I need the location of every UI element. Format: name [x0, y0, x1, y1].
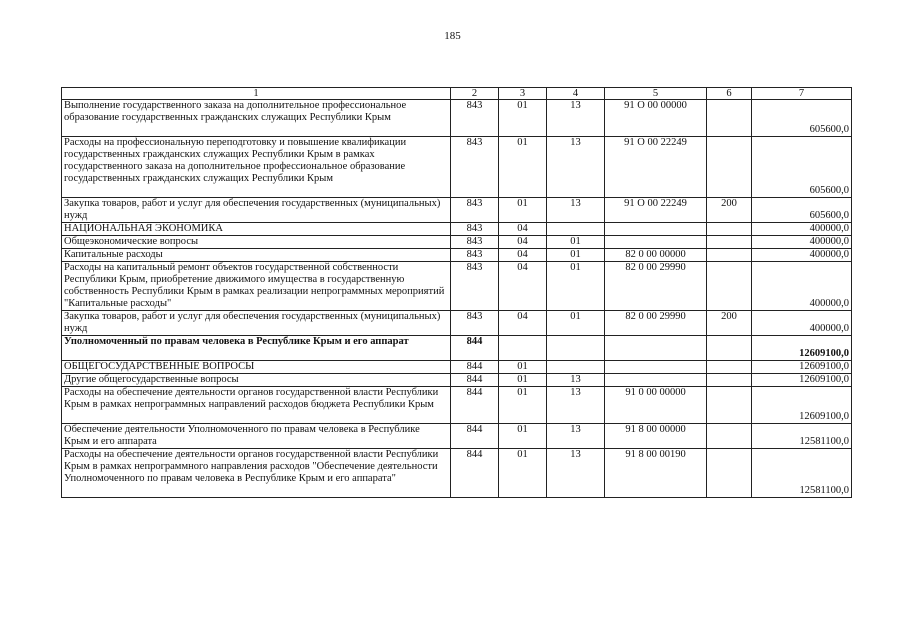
row-code: 843	[451, 236, 499, 249]
row-code: 843	[451, 249, 499, 262]
table-row	[62, 137, 852, 198]
row-target-article	[605, 223, 707, 236]
row-expense-type	[707, 223, 752, 236]
row-subsection: 01	[547, 236, 605, 249]
row-section: 04	[499, 236, 547, 249]
row-subsection: 13	[547, 387, 605, 424]
row-section: 01	[499, 100, 547, 137]
row-target-article: 82 0 00 29990	[605, 311, 707, 336]
row-target-article: 91 О 00 22249	[605, 198, 707, 223]
row-section: 01	[499, 137, 547, 198]
header-cell: 4	[547, 88, 605, 100]
row-expense-type: 200	[707, 311, 752, 336]
table-row	[62, 449, 852, 498]
row-amount: 605600,0	[752, 137, 852, 198]
row-target-article: 91 8 00 00190	[605, 449, 707, 498]
table-row	[62, 424, 852, 449]
row-expense-type	[707, 249, 752, 262]
row-subsection: 01	[547, 249, 605, 262]
row-subsection: 13	[547, 424, 605, 449]
row-target-article: 91 О 00 00000	[605, 100, 707, 137]
row-subsection: 13	[547, 100, 605, 137]
row-amount: 12609100,0	[752, 336, 852, 361]
row-name: Общеэкономические вопросы	[62, 236, 451, 249]
table-row	[62, 361, 852, 374]
row-name: Обеспечение деятельности Уполномоченного по правам человека в Республике Крым и его аппарата	[62, 424, 451, 449]
row-expense-type	[707, 236, 752, 249]
row-target-article: 82 0 00 29990	[605, 262, 707, 311]
row-section: 04	[499, 262, 547, 311]
row-expense-type	[707, 387, 752, 424]
table-row	[62, 387, 852, 424]
row-target-article: 82 0 00 00000	[605, 249, 707, 262]
row-name: ОБЩЕГОСУДАРСТВЕННЫЕ ВОПРОСЫ	[62, 361, 451, 374]
row-amount: 400000,0	[752, 311, 852, 336]
page-number: 185	[444, 30, 461, 42]
header-cell: 2	[451, 88, 499, 100]
row-code: 843	[451, 223, 499, 236]
row-name: Расходы на профессиональную переподготовку и повышение квалификации государственных гражданских служащих Республики Крым в рамках государственного заказа на дополнительное профессиональное образование государственных гражданских служащих Республики Крым	[62, 137, 451, 198]
row-target-article	[605, 336, 707, 361]
table-row	[62, 198, 852, 223]
row-code: 843	[451, 262, 499, 311]
row-amount: 12609100,0	[752, 387, 852, 424]
row-section: 01	[499, 424, 547, 449]
row-section	[499, 336, 547, 361]
row-section: 04	[499, 249, 547, 262]
row-expense-type	[707, 100, 752, 137]
row-code: 844	[451, 449, 499, 498]
row-subsection	[547, 223, 605, 236]
row-name: Выполнение государственного заказа на дополнительное профессиональное образование государственных гражданских служащих Республики Крым	[62, 100, 451, 137]
row-code: 844	[451, 424, 499, 449]
row-section: 01	[499, 387, 547, 424]
row-amount: 12581100,0	[752, 424, 852, 449]
table-row	[62, 100, 852, 137]
row-expense-type	[707, 374, 752, 387]
row-section: 01	[499, 449, 547, 498]
row-section: 01	[499, 361, 547, 374]
table-row	[62, 223, 852, 236]
header-cell: 1	[62, 88, 451, 100]
row-amount: 400000,0	[752, 236, 852, 249]
budget-table	[61, 87, 852, 498]
table-row	[62, 236, 852, 249]
row-section: 01	[499, 374, 547, 387]
header-cell: 3	[499, 88, 547, 100]
row-expense-type	[707, 336, 752, 361]
row-name: Закупка товаров, работ и услуг для обеспечения государственных (муниципальных) нужд	[62, 198, 451, 223]
header-cell: 7	[752, 88, 852, 100]
row-code: 843	[451, 137, 499, 198]
row-subsection: 13	[547, 198, 605, 223]
row-target-article	[605, 361, 707, 374]
row-name: Капитальные расходы	[62, 249, 451, 262]
header-cell: 5	[605, 88, 707, 100]
row-subsection: 13	[547, 449, 605, 498]
row-code: 844	[451, 336, 499, 361]
row-amount: 400000,0	[752, 262, 852, 311]
row-expense-type	[707, 449, 752, 498]
row-code: 844	[451, 374, 499, 387]
row-code: 843	[451, 100, 499, 137]
row-code: 843	[451, 311, 499, 336]
row-subsection: 13	[547, 374, 605, 387]
table-row	[62, 311, 852, 336]
header-row	[62, 88, 852, 100]
row-expense-type	[707, 137, 752, 198]
row-name: Расходы на обеспечение деятельности органов государственной власти Республики Крым в рамках непрограммного направления расходов "Обеспечение деятельности Уполномоченного по правам человека в Республике Крым и его аппарата"	[62, 449, 451, 498]
row-name: Расходы на капитальный ремонт объектов государственной собственности Республики Крым, приобретение движимого имущества в государственную собственность Республики Крым в рамках реализации непрограммных мероприятий "Капитальные расходы"	[62, 262, 451, 311]
row-expense-type	[707, 424, 752, 449]
row-target-article: 91 8 00 00000	[605, 424, 707, 449]
row-code: 844	[451, 387, 499, 424]
row-expense-type	[707, 262, 752, 311]
row-name: Закупка товаров, работ и услуг для обеспечения государственных (муниципальных) нужд	[62, 311, 451, 336]
row-amount: 12609100,0	[752, 361, 852, 374]
row-name: Расходы на обеспечение деятельности органов государственной власти Республики Крым в рамках непрограммных направлений расходов бюджета Республики Крым	[62, 387, 451, 424]
row-name: НАЦИОНАЛЬНАЯ ЭКОНОМИКА	[62, 223, 451, 236]
row-code: 844	[451, 361, 499, 374]
row-name: Уполномоченный по правам человека в Республике Крым и его аппарат	[62, 336, 451, 361]
row-subsection: 01	[547, 311, 605, 336]
row-subsection	[547, 336, 605, 361]
row-amount: 12609100,0	[752, 374, 852, 387]
row-amount: 605600,0	[752, 198, 852, 223]
row-name: Другие общегосударственные вопросы	[62, 374, 451, 387]
row-subsection: 13	[547, 137, 605, 198]
table-row	[62, 374, 852, 387]
row-target-article: 91 0 00 00000	[605, 387, 707, 424]
row-target-article	[605, 236, 707, 249]
row-amount: 400000,0	[752, 223, 852, 236]
header-cell: 6	[707, 88, 752, 100]
row-section: 04	[499, 223, 547, 236]
row-expense-type: 200	[707, 198, 752, 223]
row-subsection: 01	[547, 262, 605, 311]
row-section: 01	[499, 198, 547, 223]
row-code: 843	[451, 198, 499, 223]
row-section: 04	[499, 311, 547, 336]
row-subsection	[547, 361, 605, 374]
table-row	[62, 249, 852, 262]
row-target-article: 91 О 00 22249	[605, 137, 707, 198]
row-amount: 605600,0	[752, 100, 852, 137]
table-row	[62, 262, 852, 311]
row-amount: 400000,0	[752, 249, 852, 262]
row-amount: 12581100,0	[752, 449, 852, 498]
row-target-article	[605, 374, 707, 387]
row-expense-type	[707, 361, 752, 374]
table-row	[62, 336, 852, 361]
